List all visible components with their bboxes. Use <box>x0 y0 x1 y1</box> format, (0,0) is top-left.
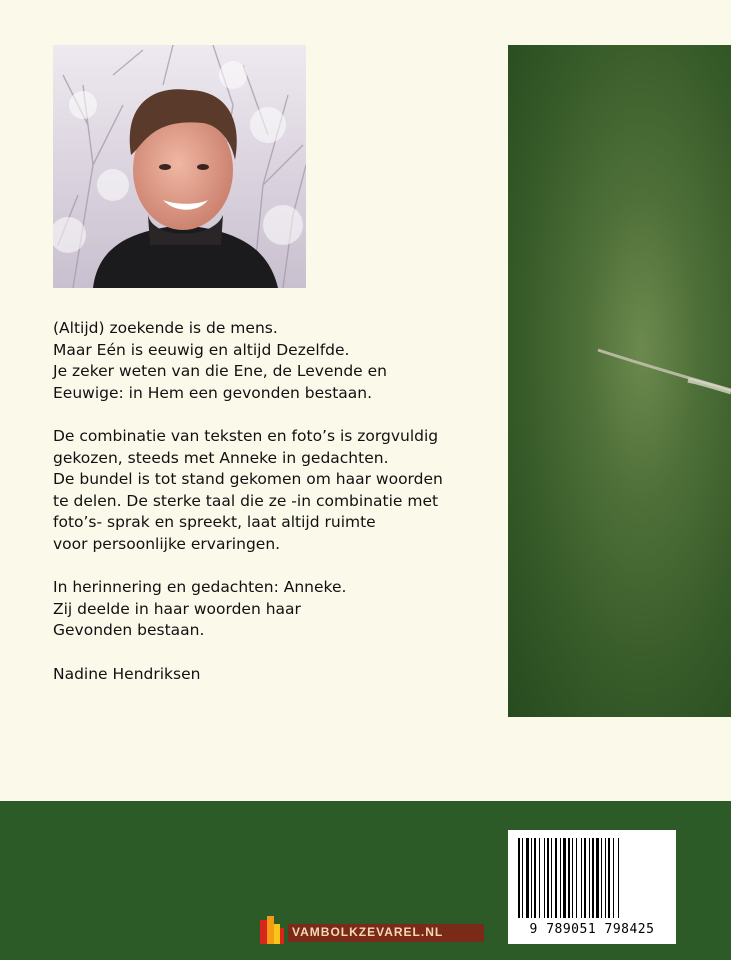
description-line: te delen. De sterke taal die ze -in combinatie met <box>53 491 439 510</box>
memorial-line: Zij deelde in haar woorden haar <box>53 599 301 618</box>
poem-paragraph <box>53 318 498 404</box>
grass-stem-image <box>508 45 731 717</box>
back-cover-text <box>53 318 498 685</box>
description-line: De combinatie van teksten en foto’s is zorgvuldig <box>53 427 439 445</box>
publisher-logo <box>258 914 488 946</box>
description-line: foto’s- sprak en spreekt, laat altijd ruimte <box>53 513 376 531</box>
author-photo <box>53 45 306 288</box>
author-signature: Nadine Hendriksen <box>53 664 201 683</box>
poem-line: Je zeker weten van die Ene, de Levende en <box>53 362 387 380</box>
barcode <box>508 830 676 944</box>
poem-line: Maar Eén is eeuwig en altijd Dezelfde. <box>53 340 350 359</box>
publisher-name: VAMBOLKZEVAREL.NL <box>292 925 444 939</box>
memorial-line: Gevonden bestaan. <box>53 621 205 639</box>
memorial-line: In herinnering en gedachten: Anneke. <box>53 578 347 596</box>
description-paragraph <box>53 426 498 555</box>
author-photo-image <box>53 45 306 288</box>
description-line: De bundel is tot stand gekomen om haar woorden <box>53 470 443 488</box>
memorial-paragraph <box>53 577 498 642</box>
poem-line: (Altijd) zoekende is de mens. <box>53 319 278 337</box>
nature-photo <box>508 45 731 717</box>
barcode-bars <box>516 838 668 918</box>
isbn-number: 9 789051 798425 <box>529 922 655 937</box>
description-line: gekozen, steeds met Anneke in gedachten. <box>53 448 389 467</box>
poem-line: Eeuwige: in Hem een gevonden bestaan. <box>53 383 373 402</box>
description-line: voor persoonlijke ervaringen. <box>53 534 281 553</box>
